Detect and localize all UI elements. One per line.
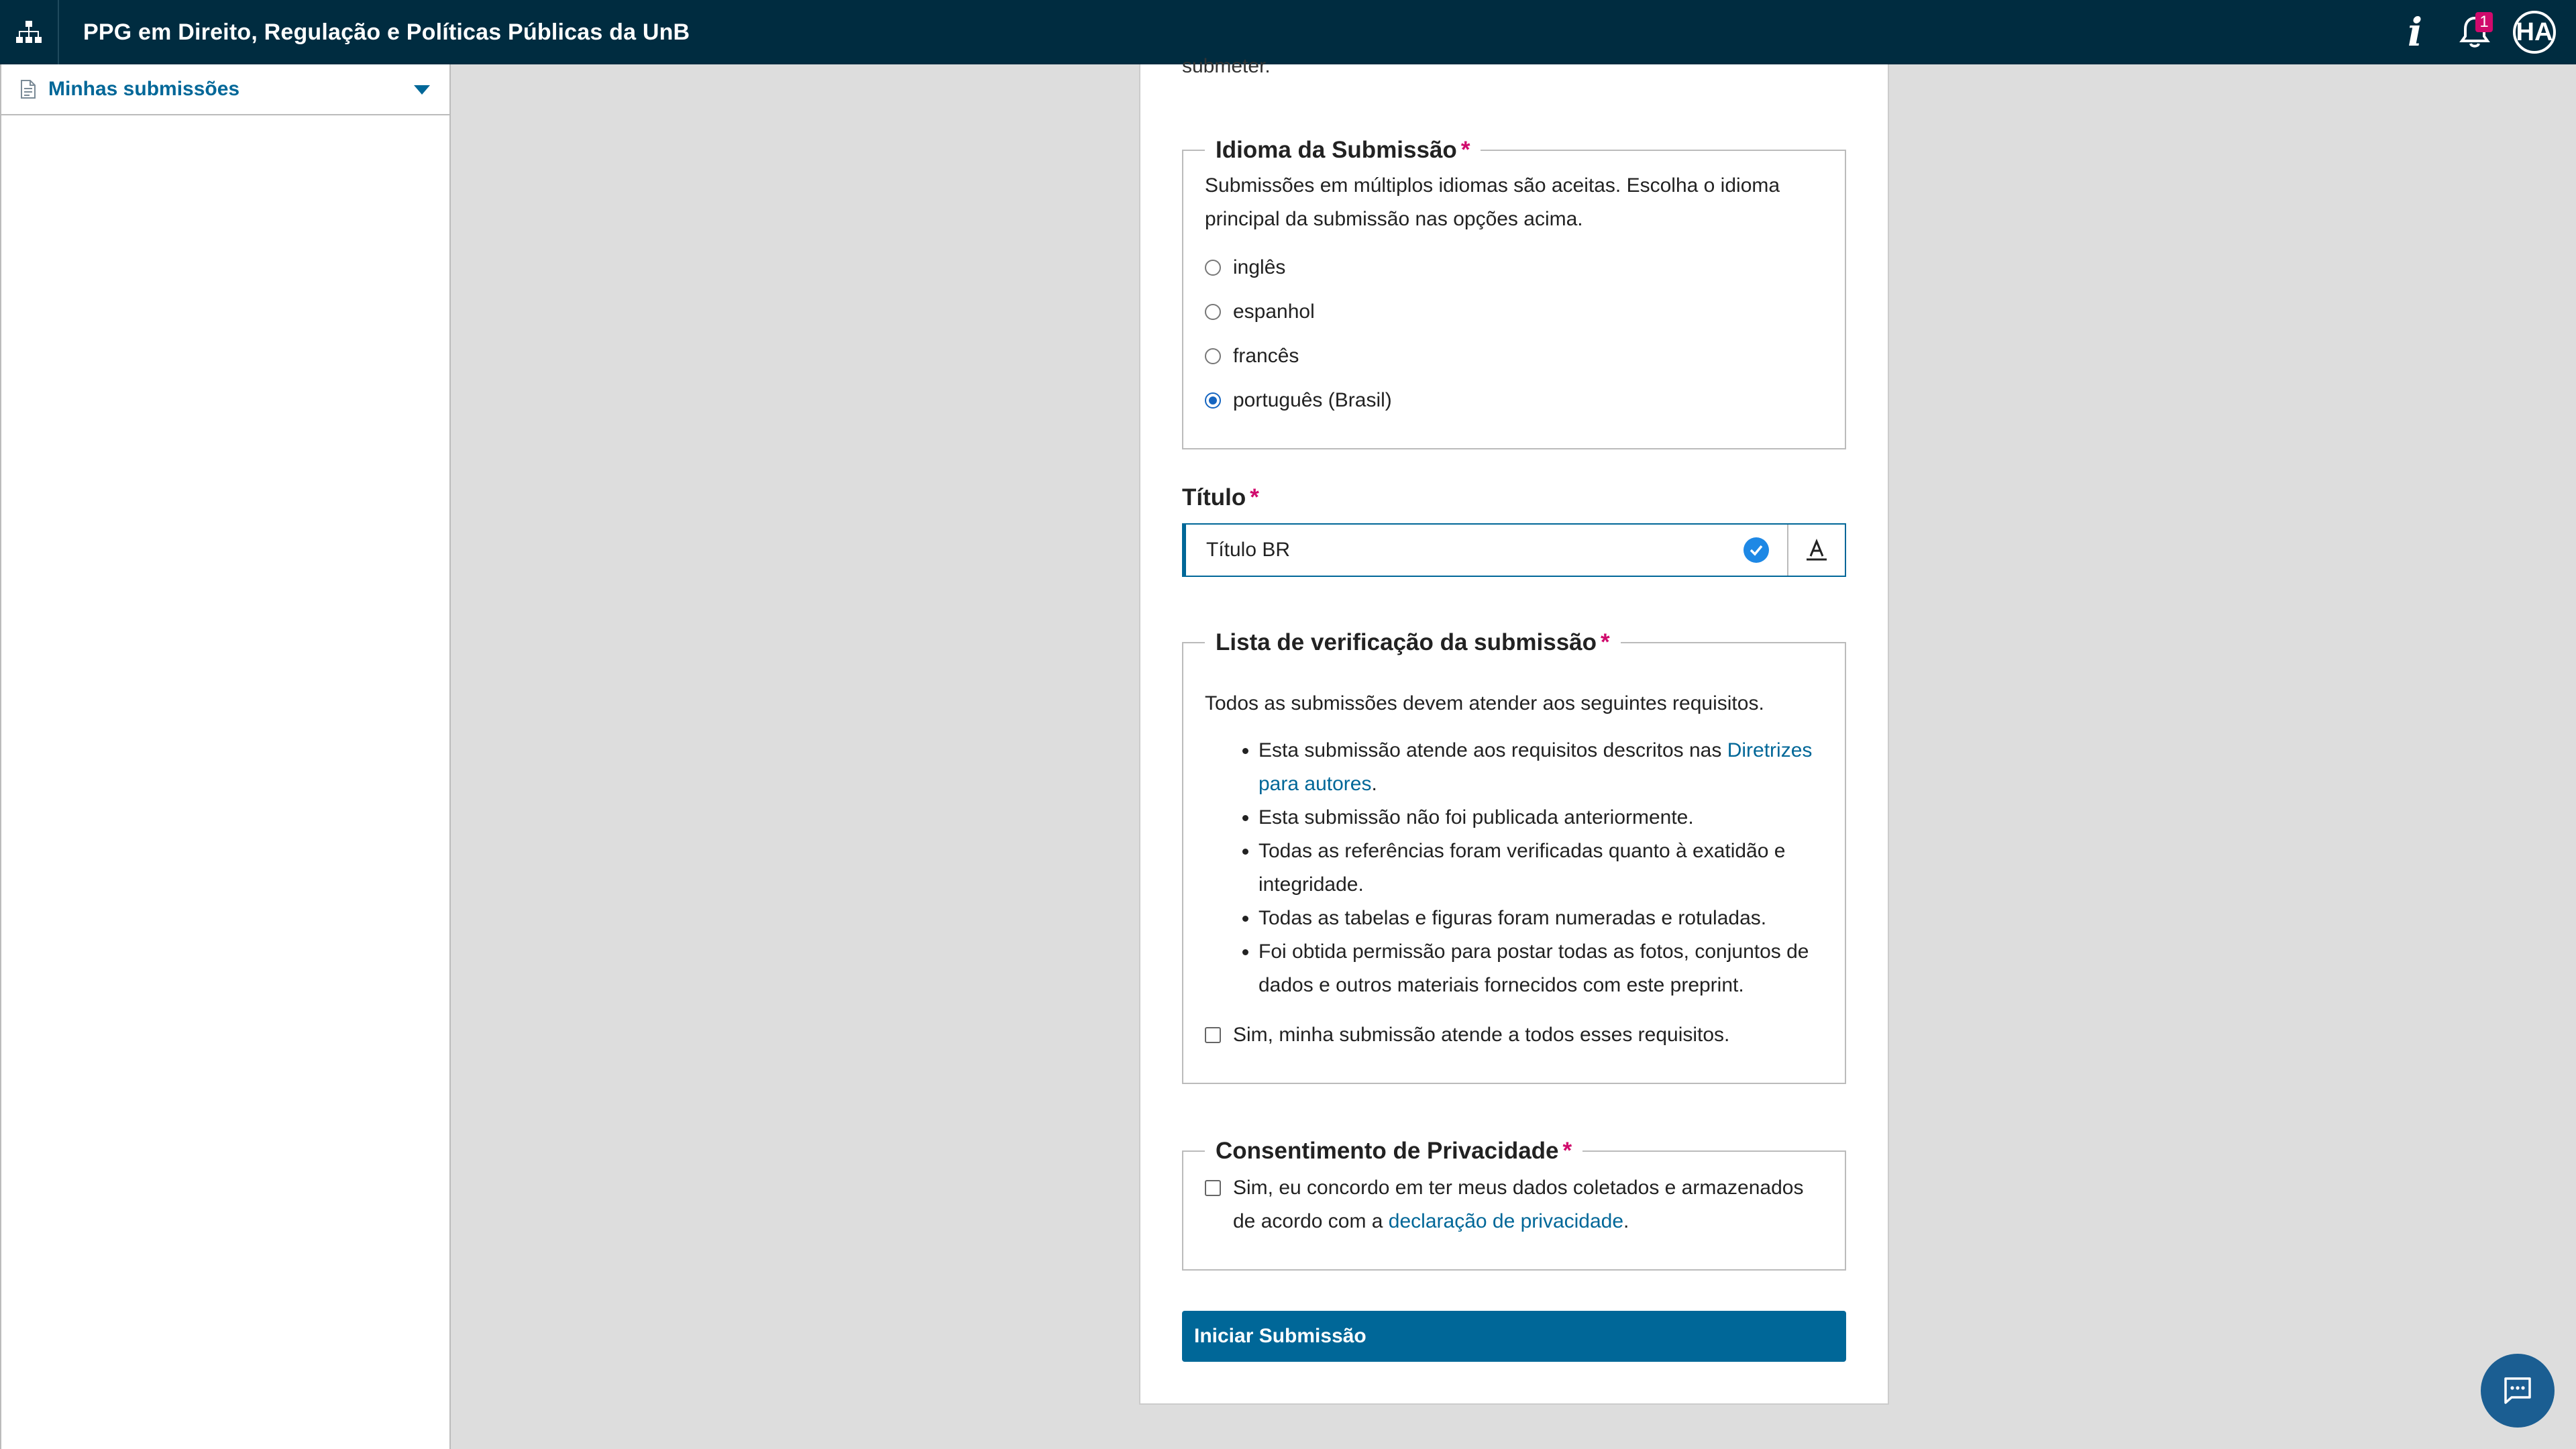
list-item: • Todas as tabelas e figuras foram numeradas e rotuladas. [1258,902,1823,935]
sidebar-item-label: Minhas submissões [48,78,240,100]
start-submission-button[interactable]: Iniciar Submissão [1182,1311,1846,1362]
checklist-checkbox[interactable] [1205,1027,1221,1043]
privacy-consent[interactable]: Sim, eu concordo em ter meus dados coletados e armazenados de acordo com a declaração de privacidade. [1205,1171,1823,1238]
chat-icon [2502,1375,2533,1406]
notification-badge: 1 [2475,12,2493,32]
checklist-legend: Lista de verificação da submissão * [1216,629,1610,655]
chat-button[interactable] [2481,1354,2555,1428]
radio-button[interactable] [1205,348,1221,364]
language-description: Submissões em múltiplos idiomas são aceitas. Escolha o idioma principal da submissão nas opções acima. [1205,174,1780,230]
user-avatar[interactable]: HA [2513,11,2556,54]
chevron-down-icon[interactable] [413,85,431,95]
list-item: • Esta submissão atende aos requisitos descritos nas Diretrizes para autores. [1258,734,1823,801]
checklist-intro: Todos as submissões devem atender aos seguintes requisitos. [1205,692,1764,714]
top-bar [0,0,2576,64]
privacy-statement-link[interactable]: declaração de privacidade [1388,1210,1624,1232]
language-option-es[interactable]: espanhol [1205,290,1845,334]
sitemap-icon[interactable] [0,0,59,64]
check-circle-icon [1743,537,1770,564]
language-legend: Idioma da Submissão * [1216,137,1470,163]
checklist-confirm[interactable]: Sim, minha submissão atende a todos esses requisitos. [1205,1013,1845,1057]
partial-text: submeter. [1182,55,1271,77]
language-option-pt-br[interactable]: português (Brasil) [1205,378,1845,423]
language-option-fr[interactable]: francês [1205,334,1845,378]
checklist-fieldset [1182,629,1846,1084]
privacy-checkbox[interactable] [1205,1180,1221,1196]
sidebar-item-my-submissions[interactable] [1,64,449,115]
language-fieldset [1182,137,1846,449]
info-icon[interactable]: i [2407,9,2423,55]
list-item: • Todas as referências foram verificadas quanto à exatidão e integridade. [1258,835,1823,902]
text-format-icon [1805,539,1828,561]
sidebar [0,64,451,1449]
site-title[interactable]: PPG em Direito, Regulação e Políticas Públicas da UnB [83,19,690,45]
title-input[interactable] [1182,523,1846,577]
title-label: Título * [1182,484,1259,511]
requirements-list [1258,734,1823,1002]
radio-button[interactable] [1205,304,1221,320]
text-format-button[interactable] [1787,525,1845,576]
notifications-button[interactable] [2451,0,2498,64]
list-item: • Foi obtida permissão para postar todas as fotos, conjuntos de dados e outros materiais fornecidos com este preprint. [1258,935,1823,1002]
title-value[interactable]: Título BR [1206,539,1291,561]
radio-button[interactable] [1205,260,1221,276]
author-guidelines-link[interactable]: Diretrizes para autores [1258,739,1813,795]
submission-form [1139,55,1889,1405]
document-icon [20,79,36,99]
list-item: • Esta submissão não foi publicada anteriormente. [1258,801,1823,835]
privacy-fieldset [1182,1138,1846,1271]
radio-button-selected[interactable] [1205,392,1221,409]
language-option-en[interactable]: inglês [1205,246,1845,290]
privacy-legend: Consentimento de Privacidade * [1216,1138,1572,1164]
